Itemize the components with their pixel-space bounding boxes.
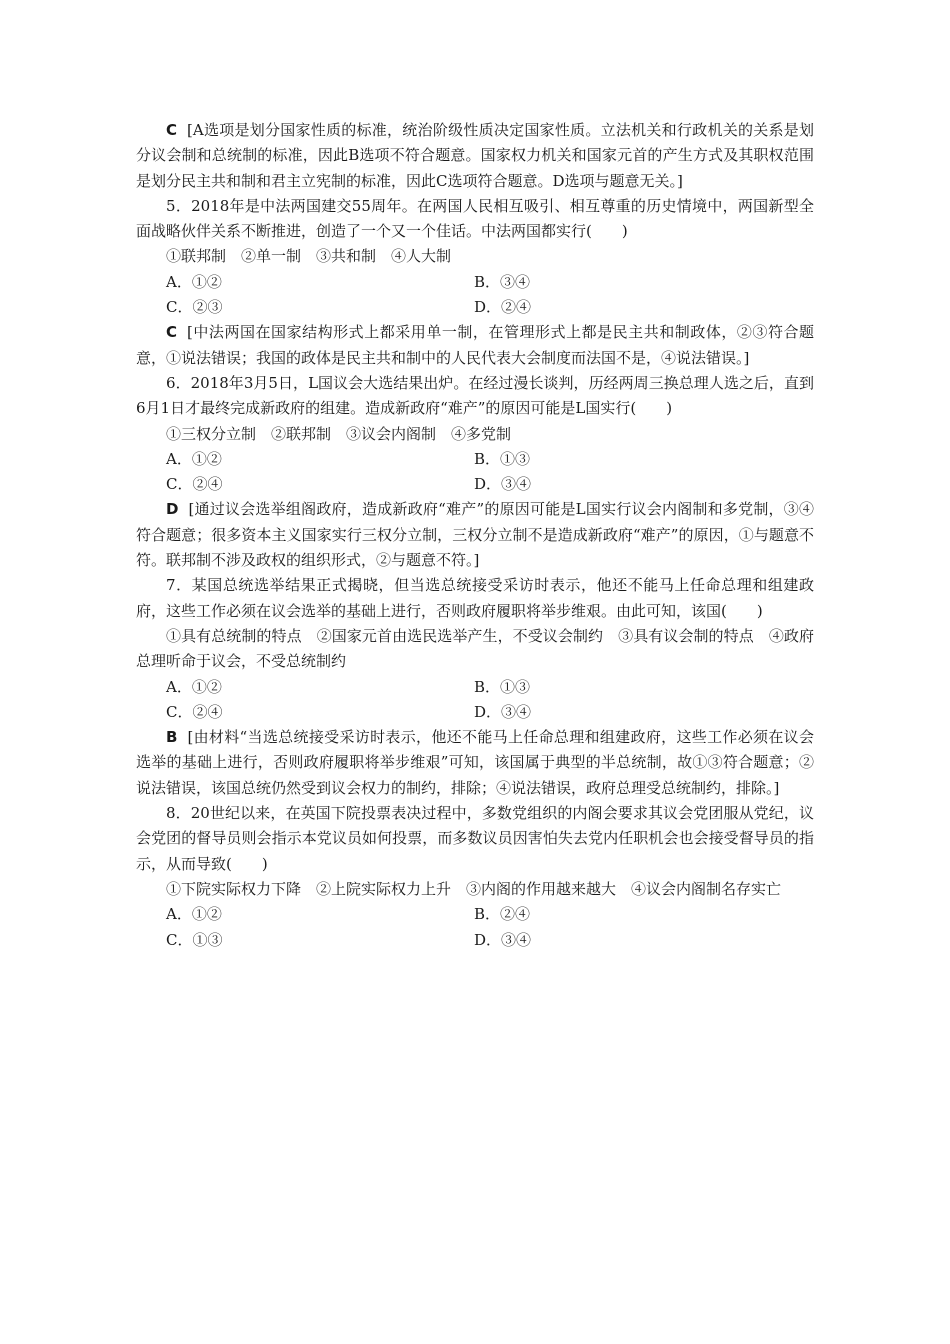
option-row [136,902,814,927]
option-a: A．①② [166,449,222,468]
option-row [136,472,814,497]
option-a: A．①② [166,677,222,696]
answer-q7 [136,725,814,801]
option-a: A．①② [166,905,222,924]
answer-letter: D [166,500,179,519]
option-row [136,700,814,725]
option-c: C．②④ [166,475,223,494]
answer-letter: B [166,728,178,747]
question-statements: ①三权分立制 ②联邦制 ③议会内阁制 ④多党制 [166,424,512,443]
option-d: D．②④ [474,298,532,317]
option-b: B．②④ [474,905,531,924]
answer-q4 [136,118,814,194]
option-b: B．③④ [474,272,531,291]
answer-q6 [136,497,814,573]
question-statements: ①联邦制 ②单一制 ③共和制 ④人大制 [166,247,452,266]
option-a: A．①② [166,272,222,291]
option-b: B．①③ [474,677,531,696]
option-d: D．③④ [474,930,532,949]
question-stem: 5．2018年是中法两国建交55周年。在两国人民相互吸引、相互尊重的历史情境中，两国新型全面战略伙伴关系不断推进，创造了一个又一个佳话。中法两国都实行( ) [136,196,814,241]
question-statements: ①具有总统制的特点 ②国家元首由选民选举产生，不受议会制约 ③具有议会制的特点 ④政府总理听命于议会，不受总统制约 [136,626,814,671]
option-c: C．②④ [166,702,223,721]
answer-letter: C [166,121,178,139]
option-d: D．③④ [474,475,532,494]
option-c: C．②③ [166,298,223,317]
option-b: B．①③ [474,449,531,468]
option-row [136,675,814,700]
question-statements: ①下院实际权力下降 ②上院实际权力上升 ③内阁的作用越来越大 ④议会内阁制名存实亡 [166,879,782,898]
option-row [136,928,814,953]
answer-explanation: [中法两国在国家结构形式上都采用单一制，在管理形式上都是民主共和制政体，②③符合题意，①说法错误；我国的政体是民主共和制中的人民代表大会制度而法国不是，④说法错误。] [136,323,814,367]
answer-letter: C [166,323,178,342]
question-stem: 7．某国总统选举结果正式揭晓，但当选总统接受采访时表示，他还不能马上任命总理和组建政府，这些工作必须在议会选举的基础上进行，否则政府履职将举步维艰。由此可知，该国( ) [136,576,814,620]
option-row [136,447,814,472]
option-d: D．③④ [474,702,532,721]
answer-explanation: [A选项是划分国家性质的标准，统治阶级性质决定国家性质。立法机关和行政机关的关系是划分议会制和总统制的标准，因此B选项不符合题意。国家权力机关和国家元首的产生方式及其职权范围是划分民主共和制和君主立宪制的标准，因此C选项符合题意。D选项与题意无关。] [136,121,814,190]
option-c: C．①③ [166,930,223,949]
answer-explanation: [由材料“当选总统接受采访时表示，他还不能马上任命总理和组建政府，这些工作必须在议会选举的基础上进行，否则政府履职将举步维艰”可知，该国属于典型的半总统制，故①③符合题意；②说法错误，该国总统仍然受到议会权力的制约，排除；④说法错误，政府总理受总统制约，排除。] [136,728,814,797]
option-row [136,295,814,320]
answer-explanation: [通过议会选举组阁政府，造成新政府“难产”的原因可能是L国实行议会内阁制和多党制，③④符合题意；很多资本主义国家实行三权分立制，三权分立制不是造成新政府“难产”的原因，①与题意不符。联邦制不涉及政权的组织形式，②与题意不符。] [136,500,814,570]
answer-q5 [136,320,814,371]
question-stem: 6．2018年3月5日，L国议会大选结果出炉。在经过漫长谈判，历经两周三换总理人选之后，直到6月1日才最终完成新政府的组建。造成新政府“难产”的原因可能是L国实行( ) [136,373,814,418]
option-row [136,270,814,295]
question-stem: 8．20世纪以来，在英国下院投票表决过程中，多数党组织的内阁会要求其议会党团服从党纪，议会党团的督导员则会指示本党议员如何投票，而多数议员因害怕失去党内任职机会也会接受督导员的指示，从而导致( ) [136,804,814,873]
